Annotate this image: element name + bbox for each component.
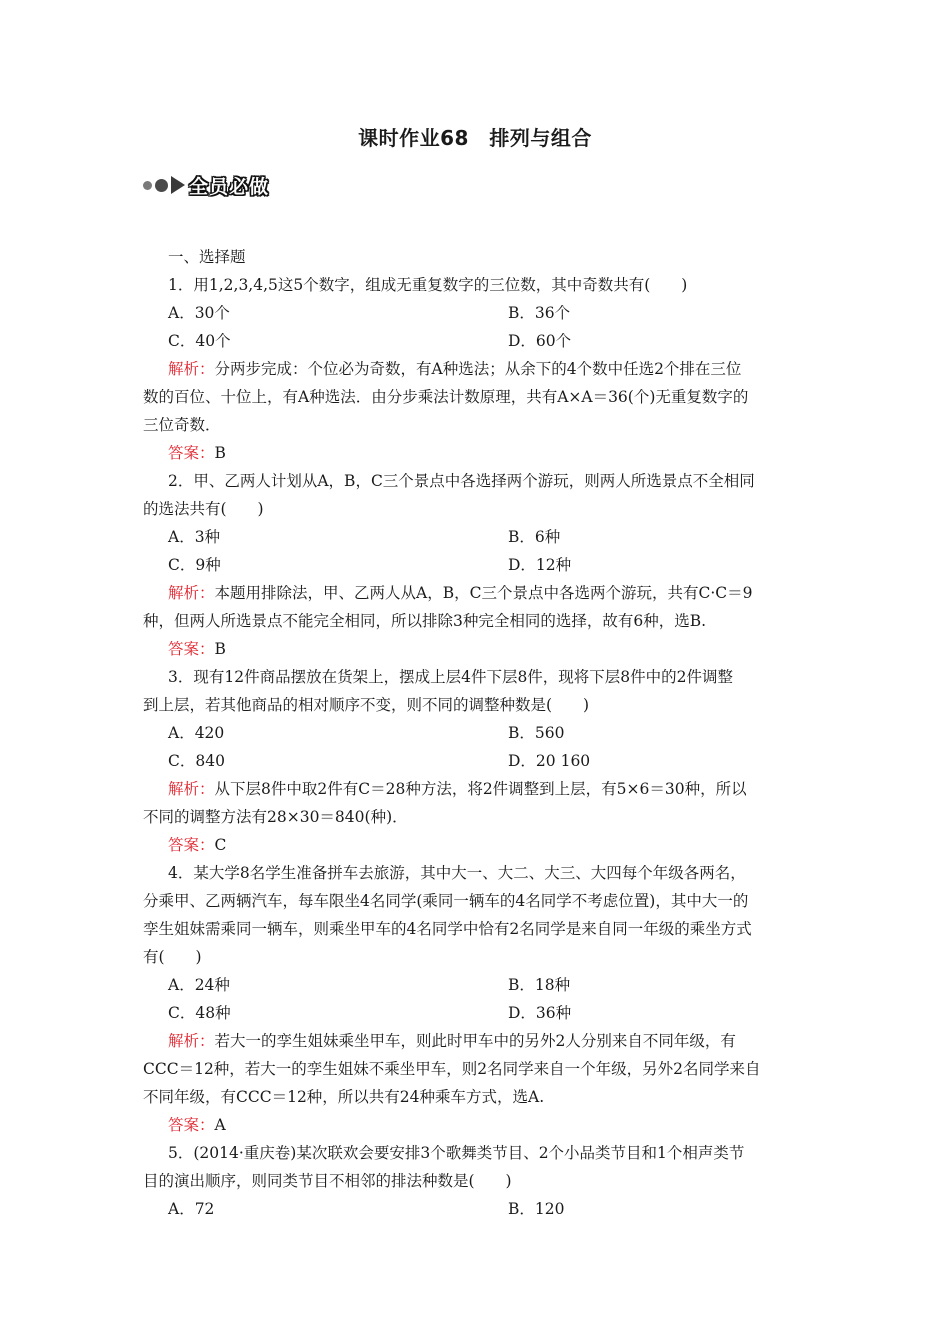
q3-analysis-text: 从下层8件中取2件有C＝28种方法，将2件调整到上层，有5×6＝30种，所以 [214,780,747,798]
q4-option-a: A．24种 [168,976,230,994]
question-1-stem: 1．用1,2,3,4,5这5个数字，组成无重复数字的三位数，其中奇数共有( ) [168,276,688,294]
analysis-label: 解析： [168,584,215,602]
q1-analysis-line-2: 数的百位、十位上，有A种选法．由分步乘法计数原理，共有A×A＝36(个)无重复数字的 [143,388,749,406]
question-5-stem-line-1: 5．(2014·重庆卷)某次联欢会要安排3个歌舞类节目、2个小品类节目和1个相声类节 [168,1144,745,1162]
q2-option-b: B．6种 [508,528,561,546]
q1-answer-value: B [214,444,226,462]
question-4-stem-line-1: 4．某大学8名学生准备拼车去旅游，其中大一、大二、大三、大四每个年级各两名， [168,864,746,882]
q2-analysis-line-1 [168,583,752,603]
q3-answer-value: C [214,836,227,854]
q1-analysis-line-3: 三位奇数． [143,416,221,434]
q2-option-c: C．9种 [168,556,221,574]
q3-option-a: A．420 [168,724,225,742]
question-3-stem-line-1: 3．现有12件商品摆放在货架上，摆成上层4件下层8件，现将下层8件中的2件调整 [168,668,734,686]
q2-analysis-line-2: 种，但两人所选景点不能完全相同，所以排除3种完全相同的选择，故有6种，选B. [143,612,707,630]
q1-option-d: D．60个 [508,332,572,350]
q1-option-c: C．40个 [168,332,231,350]
analysis-label: 解析： [168,780,215,798]
q2-option-d: D．12种 [508,556,572,574]
q4-option-d: D．36种 [508,1004,572,1022]
q3-analysis-line-2: 不同的调整方法有28×30＝840(种)． [143,808,408,826]
q4-option-c: C．48种 [168,1004,231,1022]
banner-label: 全员必做 [189,175,270,198]
q1-analysis-text: 分两步完成：个位必为奇数，有A种选法；从余下的4个数中任选2个排在三位 [214,360,742,378]
q2-option-a: A．3种 [168,528,221,546]
question-4-stem-line-2: 分乘甲、乙两辆汽车，每车限坐4名同学(乘同一辆车的4名同学不考虑位置)，其中大一的 [143,892,749,910]
q4-analysis-line-1 [168,1031,736,1051]
q1-analysis-line-1 [168,359,741,379]
q3-option-d: D．20 160 [508,752,591,770]
answer-label: 答案： [168,1116,215,1134]
question-2-stem-line-2: 的选法共有( ) [143,500,264,518]
answer-label: 答案： [168,640,215,658]
section-banner [143,170,269,200]
q4-analysis-line-2: CCC＝12种，若大一的孪生姐妹不乘坐甲车，则2名同学来自一个年级，另外2名同学来自 [143,1060,761,1078]
question-4-stem-line-3: 孪生姐妹需乘同一辆车，则乘坐甲车的4名同学中恰有2名同学是来自同一年级的乘坐方式 [143,920,752,938]
q4-analysis-text: 若大一的孪生姐妹乘坐甲车，则此时甲车中的另外2人分别来自不同年级，有 [214,1032,736,1050]
q3-option-c: C．840 [168,752,225,770]
q4-answer-value: A [214,1116,226,1134]
q4-analysis-line-3: 不同年级，有CCC＝12种，所以共有24种乘车方式，选A. [143,1088,545,1106]
q5-option-b: B．120 [508,1200,565,1218]
question-2-stem-line-1: 2．甲、乙两人计划从A，B，C三个景点中各选择两个游玩，则两人所选景点不全相同 [168,472,755,490]
section-heading: 一、选择题 [168,248,246,266]
page-title: 课时作业68 排列与组合 [358,126,592,150]
q4-answer [168,1115,226,1135]
question-3-stem-line-2: 到上层，若其他商品的相对顺序不变，则不同的调整种数是( ) [143,696,590,714]
answer-label: 答案： [168,836,215,854]
q2-analysis-text: 本题用排除法，甲、乙两人从A，B，C三个景点中各选两个游玩，共有C·C＝9 [214,584,753,602]
analysis-label: 解析： [168,360,215,378]
q2-answer [168,639,226,659]
q1-option-a: A．30个 [168,304,230,322]
q5-option-a: A．72 [168,1200,215,1218]
arrow-right-icon [171,176,185,194]
q3-option-b: B．560 [508,724,565,742]
q1-option-b: B．36个 [508,304,571,322]
q3-answer [168,835,226,855]
answer-label: 答案： [168,444,215,462]
q1-answer [168,443,226,463]
q4-option-b: B．18种 [508,976,571,994]
small-dot-icon [143,181,152,190]
q2-answer-value: B [214,640,226,658]
analysis-label: 解析： [168,1032,215,1050]
q3-analysis-line-1 [168,779,747,799]
question-5-stem-line-2: 目的演出顺序，则同类节目不相邻的排法种数是( ) [143,1172,512,1190]
question-4-stem-line-4: 有( ) [143,948,202,966]
large-dot-icon [155,179,168,192]
